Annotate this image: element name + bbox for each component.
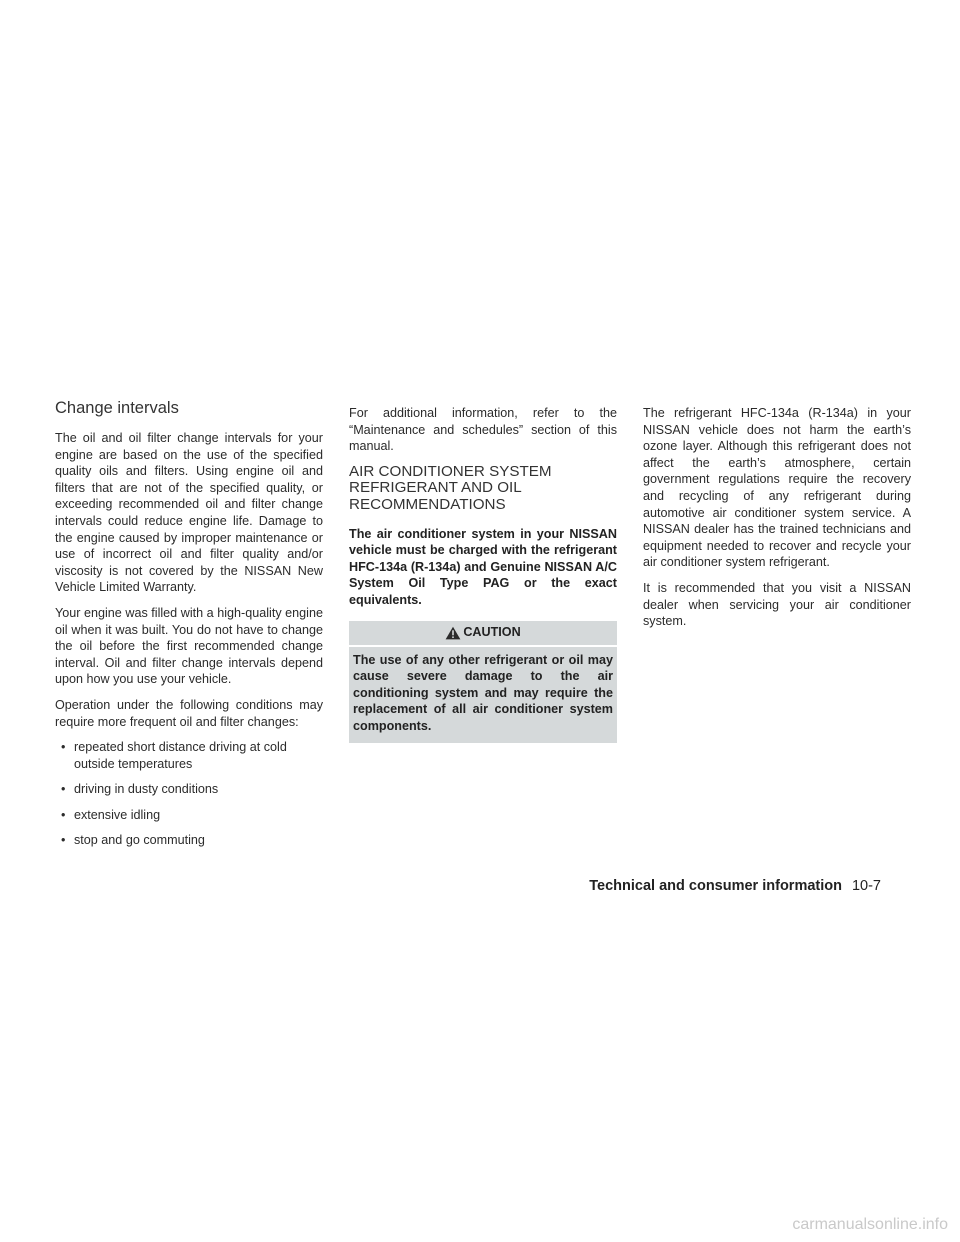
caution-text: The use of any other refrigerant or oil may cause severe damage to the air conditioning system and may require the replacement of all air conditioner system components. — [353, 652, 613, 733]
ac-refrigerant-heading: AIR CONDITIONER SYSTEM REFRIGERANT AND OIL RECOMMENDATIONS — [349, 462, 552, 513]
page-number: 10-7 — [851, 878, 881, 894]
conditions-list — [55, 739, 323, 849]
list-item: • extensive idling — [61, 807, 161, 822]
caution-title: CAUTION — [463, 625, 521, 640]
paragraph: Operation under the following conditions may require more frequent oil and filter changes: — [55, 697, 323, 729]
footer-section-title: Technical and consumer information — [589, 878, 842, 894]
watermark: carmanualsonline.info — [792, 1216, 948, 1233]
paragraph: The oil and oil filter change intervals for your engine are based on the use of the specified quality oils and filters. Using engine oil and filters that are not of the specified quality, or exceeding recommended oil and filter change intervals could reduce engine life. Damage to the engine caused by improper maintenance or use of incorrect oil and filter quality and/or viscosity is not covered by the NISSAN New Vehicle Limited Warranty. — [55, 431, 323, 595]
paragraph: It is recommended that you visit a NISSAN dealer when servicing your air conditioner system. — [643, 580, 911, 629]
bullet-icon: • — [61, 833, 66, 848]
list-item: • stop and go commuting — [61, 833, 205, 848]
column-right — [643, 405, 911, 639]
column-left — [55, 398, 323, 858]
list-item: • repeated short distance driving at cold outside temperatures — [61, 740, 287, 771]
bullet-icon: • — [61, 807, 66, 822]
paragraph: The refrigerant HFC-134a (R-134a) in your NISSAN vehicle does not harm the earth’s ozone layer. Although this refrigerant does not affect the earth’s atmosphere, certain government regulations require the recovery and recycling of any refrigerant during automotive air conditioner system service. A NISSAN dealer has the trained technicians and equipment needed to recover and recycle your air conditioner system refrigerant. — [643, 406, 911, 570]
change-intervals-heading: Change intervals — [55, 399, 179, 417]
bold-paragraph: The air conditioner system in your NISSAN vehicle must be charged with the refrigerant HFC-134a (R-134a) and Genuine NISSAN A/C System Oil Type PAG or the exact equivalents. — [349, 526, 617, 607]
caution-box — [349, 621, 617, 743]
paragraph: Your engine was filled with a high-quality engine oil when it was built. You do not have to change the oil before the first recommended change interval. Oil and filter change intervals depend upon how you use your vehicle. — [55, 605, 323, 687]
caution-header — [349, 621, 617, 647]
bullet-icon: • — [61, 740, 66, 755]
paragraph: For additional information, refer to the “Maintenance and schedules” section of this manual. — [349, 406, 617, 454]
warning-triangle-icon — [445, 626, 461, 640]
page-footer — [589, 877, 881, 895]
list-item: • driving in dusty conditions — [61, 782, 219, 797]
bullet-icon: • — [61, 782, 66, 797]
column-middle — [349, 405, 617, 743]
